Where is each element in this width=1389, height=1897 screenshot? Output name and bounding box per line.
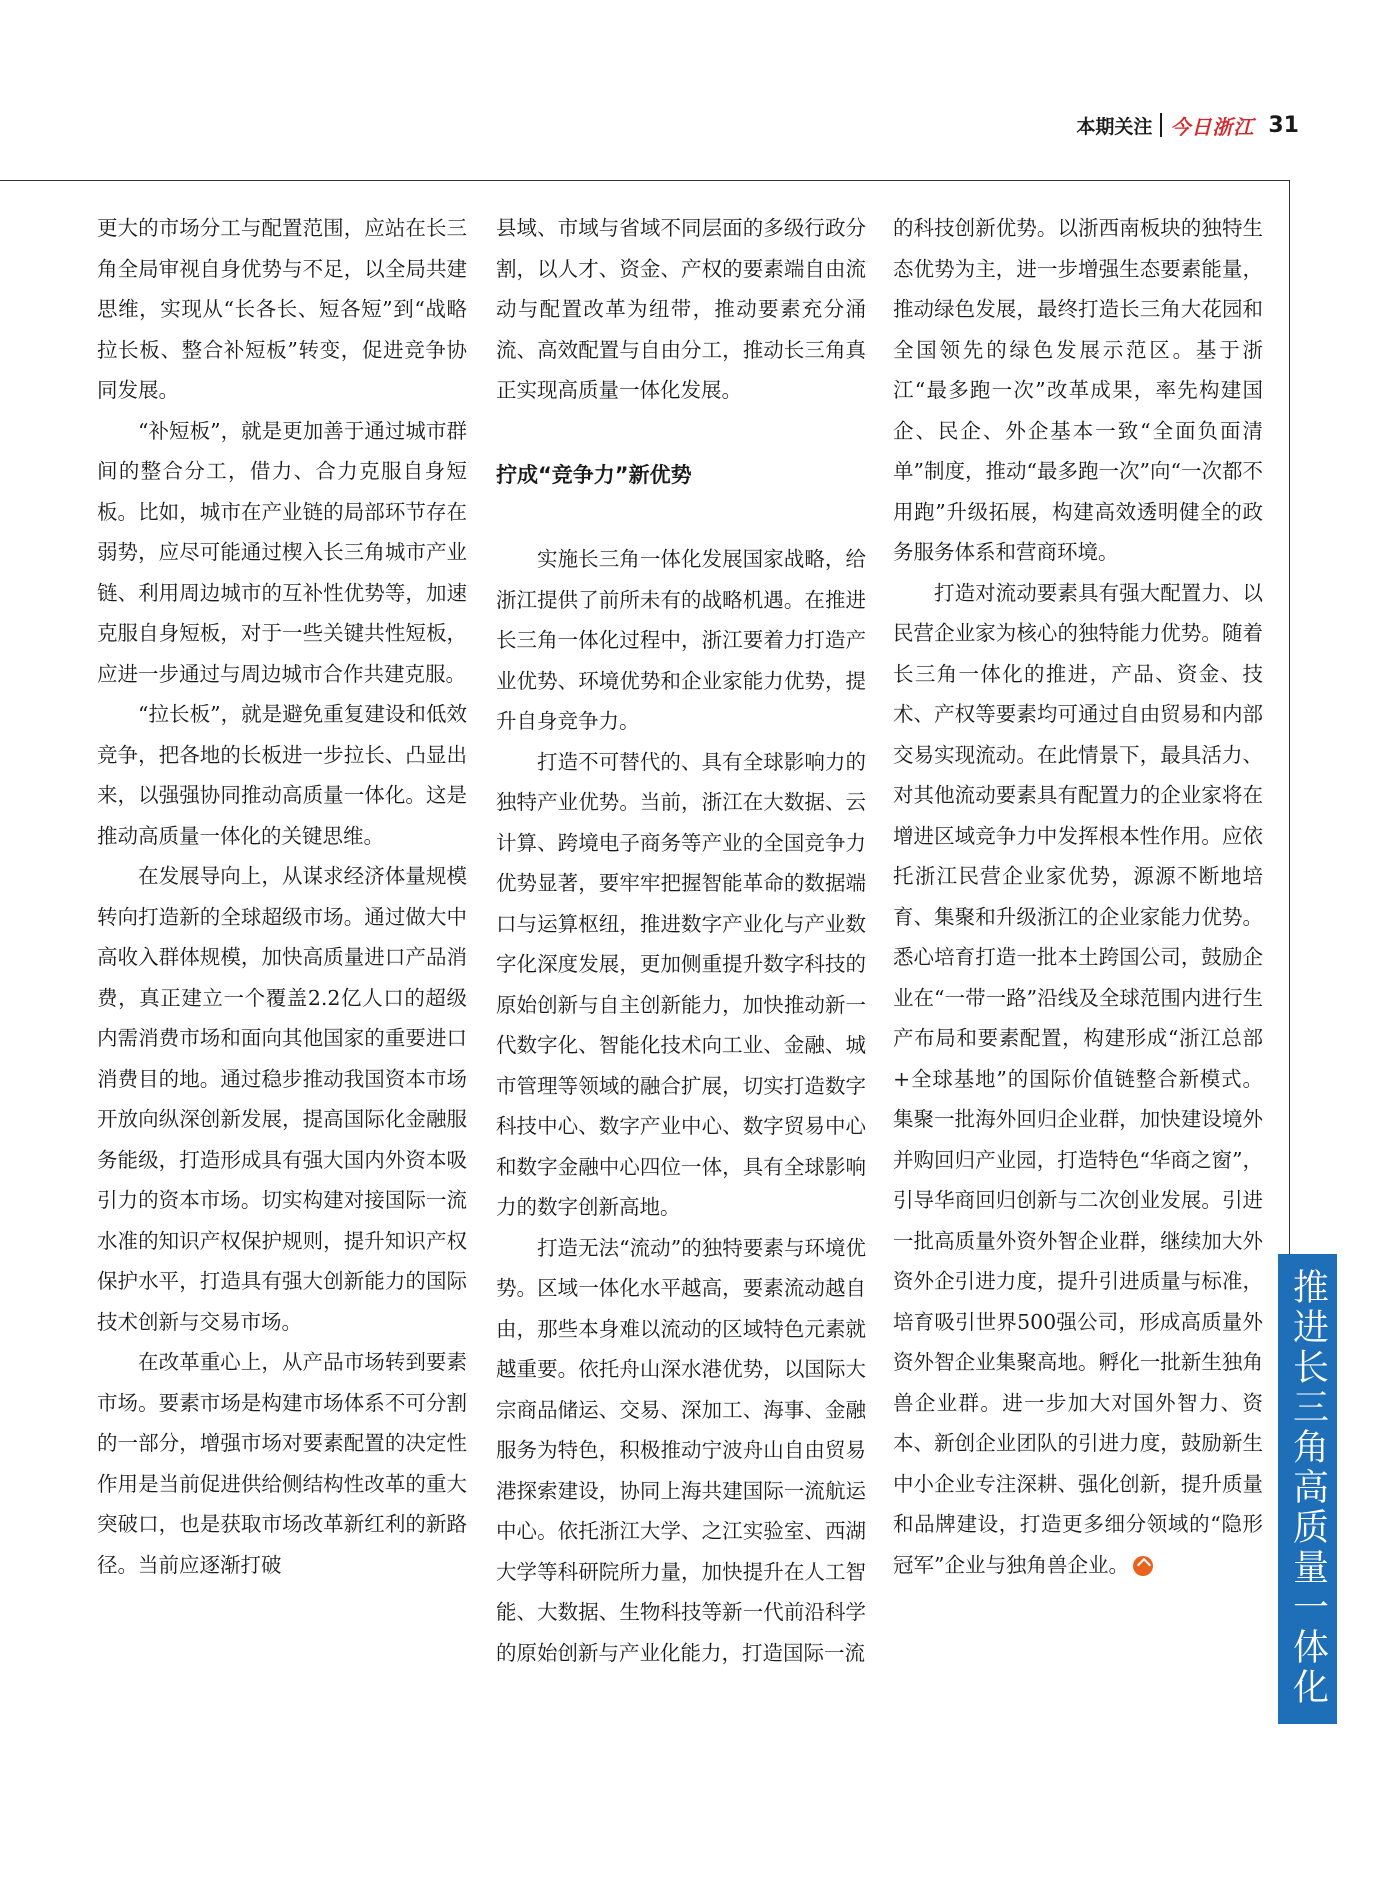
- paragraph: 打造无法“流动”的独特要素与环境优势。区域一体化水平越高，要素流动越自由，那些本身难以流动的区域特色元素就越重要。依托舟山深水港优势，以国际大宗商品储运、交易、深加工、海事、金融服务为特色，积极推动宁波舟山自由贸易港探索建设，协同上海共建国际一流航运中心。依托浙江大学、之江实验室、西湖大学等科研院所力量，加快提升在人工智能、大数据、生物科技等新一代前沿科学的原始创新与产业化能力，打造国际一流: [496, 1235, 866, 1665]
- text-column-2: [496, 208, 866, 1673]
- paragraph: 在发展导向上，从谋求经济体量规模转向打造新的全球超级市场。通过做大中高收入群体规模，加快高质量进口产品消费，真正建立一个覆盖2.2亿人口的超级内需消费市场和面向其他国家的重要进口消费目的地。通过稳步推动我国资本市场开放向纵深创新发展，提高国际化金融服务能级，打造形成具有强大国内外资本吸引力的资本市场。切实构建对接国际一流水准的知识产权保护规则，提升知识产权保护水平，打造具有强大创新能力的国际技术创新与交易市场。: [97, 864, 467, 1334]
- paragraph: “补短板”，就是更加善于通过城市群间的整合分工，借力、合力克服自身短板。比如，城市在产业链的局部环节存在弱势，应尽可能通过楔入长三角城市产业链、利用周边城市的互补性优势等，加速克服自身短板，对于一些关键共性短板，应进一步通过与周边城市合作共建克服。: [97, 418, 467, 686]
- end-mark-icon: [1133, 1556, 1153, 1576]
- page-number: 31: [1268, 112, 1299, 138]
- paragraph: 打造不可替代的、具有全球影响力的独特产业优势。当前，浙江在大数据、云计算、跨境电子商务等产业的全国竞争力优势显著，要牢牢把握智能革命的数据端口与运算枢纽，推进数字产业化与产业数字化深度发展，更加侧重提升数字科技的原始创新与自主创新能力，加快推动新一代数字化、智能化技术向工业、金融、城市管理等领域的融合扩展，切实打造数字科技中心、数字产业中心、数字贸易中心和数字金融中心四位一体，具有全球影响力的数字创新高地。: [496, 749, 866, 1219]
- paragraph: “拉长板”，就是避免重复建设和低效竞争，把各地的长板进一步拉长、凸显出来，以强强协同推动高质量一体化。这是推动高质量一体化的关键思维。: [97, 702, 467, 848]
- header-divider: [1160, 113, 1162, 137]
- paragraph: 更大的市场分工与配置范围，应站在长三角全局审视自身优势与不足，以全局共建思维，实现从“长各长、短各短”到“战略拉长板、整合补短板”转变，促进竞争协同发展。: [97, 216, 467, 402]
- text-column-3: [893, 208, 1263, 1585]
- paragraph: 县域、市域与省域不同层面的多级行政分割，以人才、资金、产权的要素端自由流动与配置改革为纽带，推动要素充分涌流、高效配置与自由分工，推动长三角真正实现高质量一体化发展。: [496, 216, 866, 402]
- paragraph: 在改革重心上，从产品市场转到要素市场。要素市场是构建市场体系不可分割的一部分，增强市场对要素配置的决定性作用是当前促进供给侧结构性改革的重大突破口，也是获取市场改革新红利的新路径。当前应逐渐打破: [97, 1350, 467, 1577]
- text-column-1: [97, 208, 467, 1585]
- paragraph: [893, 573, 1263, 1586]
- topic-side-tab-label: 推进长三角高质量一体化: [1287, 1268, 1329, 1708]
- section-subheading: 拧成“竞争力”新优势: [496, 462, 692, 487]
- magazine-logo: 今日浙江: [1170, 114, 1255, 139]
- topic-side-tab: [1278, 1254, 1337, 1724]
- page-header: [1076, 110, 1299, 140]
- paragraph-text: 打造对流动要素具有强大配置力、以民营企业家为核心的独特能力优势。随着长三角一体化的推进，产品、资金、技术、产权等要素均可通过自由贸易和内部交易实现流动。在此情景下，最具活力、对其他流动要素具有配置力的企业家将在增进区域竞争力中发挥根本性作用。应依托浙江民营企业家优势，源源不断地培育、集聚和升级浙江的企业家能力优势。悉心培育打造一批本土跨国公司，鼓励企业在“一带一路”沿线及全球范围内进行生产布局和要素配置，构建形成“浙江总部+全球基地”的国际价值链整合新模式。集聚一批海外回归企业群，加快建设境外并购回归产业园，打造特色“华商之窗”，引导华商回归创新与二次创业发展。引进一批高质量外资外智企业群，继续加大外资外企引进力度，提升引进质量与标准，培育吸引世界500强公司，形成高质量外资外智企业集聚高地。孵化一批新生独角兽企业群。进一步加大对国外智力、资本、新创企业团队的引进力度，鼓励新生中小企业专注深耕、强化创新，提升质量和品牌建设，打造更多细分领域的“隐形冠军”企业与独角兽企业。: [893, 580, 1263, 1577]
- paragraph: 的科技创新优势。以浙西南板块的独特生态优势为主，进一步增强生态要素能量，推动绿色发展，最终打造长三角大花园和全国领先的绿色发展示范区。基于浙江“最多跑一次”改革成果，率先构建国企、民企、外企基本一致“全面负面清单”制度，推动“最多跑一次”向“一次都不用跑”升级拓展，构建高效透明健全的政务服务体系和营商环境。: [893, 216, 1263, 564]
- frame-top-rule: [0, 180, 1290, 181]
- paragraph: 实施长三角一体化发展国家战略，给浙江提供了前所未有的战略机遇。在推进长三角一体化过程中，浙江要着力打造产业优势、环境优势和企业家能力优势，提升自身竞争力。: [496, 547, 866, 733]
- section-label: 本期关注: [1076, 115, 1153, 138]
- frame-right-rule: [1289, 180, 1290, 1270]
